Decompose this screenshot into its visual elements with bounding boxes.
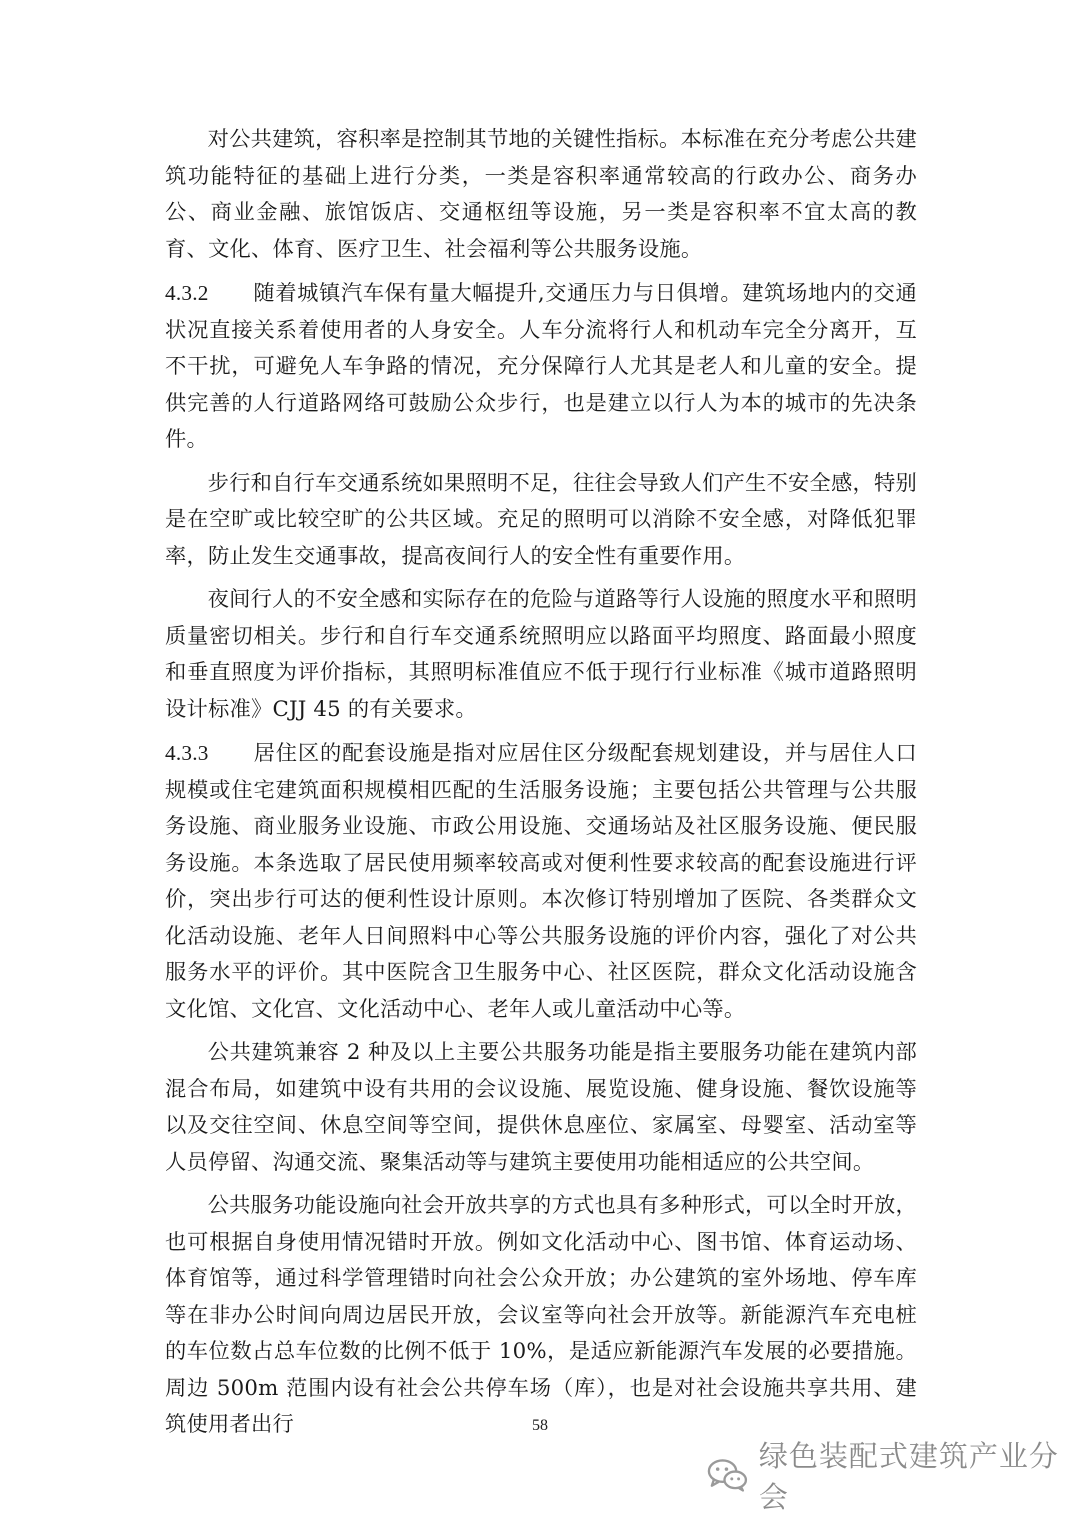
document-body [165, 122, 917, 1451]
watermark [706, 1439, 1080, 1514]
paragraph-lighting [165, 466, 917, 576]
paragraph-text: 对公共建筑，容积率是控制其节地的关键性指标。本标准在充分考虑公共建筑功能特征的基础上进行分类，一类是容积率通常较高的行政办公、商务办公、商业金融、旅馆饭店、交通枢纽等设施，另一类是容积率不宜太高的教育、文化、体育、医疗卫生、社会福利等公共服务设施。 [165, 127, 917, 262]
watermark-text: 绿色装配式建筑产业分会 [758, 1439, 1059, 1514]
clause-number: 4.3.3 [165, 741, 209, 765]
paragraph-mixed-use [165, 1035, 917, 1181]
paragraph-text: 夜间行人的不安全感和实际存在的危险与道路等行人设施的照度水平和照明质量密切相关。步行和自行车交通系统照明应以路面平均照度、路面最小照度和垂直照度为评价指标，其照明标准值应不低于现行行业标准《城市道路照明设计标准》CJJ 45 的有关要求。 [165, 587, 917, 722]
clause-4-3-2 [165, 275, 917, 459]
clause-4-3-3 [165, 735, 917, 1028]
paragraph-text: 步行和自行车交通系统如果照明不足，往往会导致人们产生不安全感，特别是在空旷或比较空旷的公共区域。充足的照明可以消除不安全感，对降低犯罪率，防止发生交通事故，提高夜间行人的安全性有重要作用。 [165, 470, 917, 569]
paragraph-text: 随着城镇汽车保有量大幅提升,交通压力与日俱增。建筑场地内的交通状况直接关系着使用者的人身安全。人车分流将行人和机动车完全分离开，互不干扰，可避免人车争路的情况，充分保障行人尤其是老人和儿童的安全。提供完善的人行道路网络可鼓励公众步行，也是建立以行人为本的城市的先决条件。 [165, 281, 917, 452]
paragraph-text: 公共建筑兼容 2 种及以上主要公共服务功能是指主要服务功能在建筑内部混合布局，如建筑中设有共用的会议设施、展览设施、健身设施、餐饮设施等以及交往空间、休息空间等空间，提供休息座位、家属室、母婴室、活动室等人员停留、沟通交流、聚集活动等与建筑主要使用功能相适应的公共空间。 [165, 1040, 917, 1175]
page-number: 58 [532, 1417, 548, 1434]
wechat-icon [706, 1457, 749, 1493]
paragraph-night-pedestrian [165, 582, 917, 728]
paragraph-text: 公共服务功能设施向社会开放共享的方式也具有多种形式，可以全时开放，也可根据自身使用情况错时开放。例如文化活动中心、图书馆、体育运动场、体育馆等，通过科学管理错时向社会公众开放；办公建筑的室外场地、停车库等在非办公时间向周边居民开放，会议室等向社会开放等。新能源汽车充电桩的车位数占总车位数的比例不低于 10%，是适应新能源汽车发展的必要措施。周边 500m 范围内设有社会公共停车场（库），也是对社会设施共享共用、建筑使用者出行 [165, 1193, 917, 1437]
paragraph-shared-facilities [165, 1188, 917, 1444]
clause-number: 4.3.2 [165, 281, 209, 305]
paragraph-public-building-far [165, 122, 917, 268]
paragraph-text: 居住区的配套设施是指对应居住区分级配套规划建设，并与居住人口规模或住宅建筑面积规模相匹配的生活服务设施；主要包括公共管理与公共服务设施、商业服务业设施、市政公用设施、交通场站及社区服务设施、便民服务设施。本条选取了居民使用频率较高或对便利性要求较高的配套设施进行评价，突出步行可达的便利性设计原则。本次修订特别增加了医院、各类群众文化活动设施、老年人日间照料中心等公共服务设施的评价内容，强化了对公共服务水平的评价。其中医院含卫生服务中心、社区医院，群众文化活动设施含文化馆、文化宫、文化活动中心、老年人或儿童活动中心等。 [165, 741, 917, 1022]
